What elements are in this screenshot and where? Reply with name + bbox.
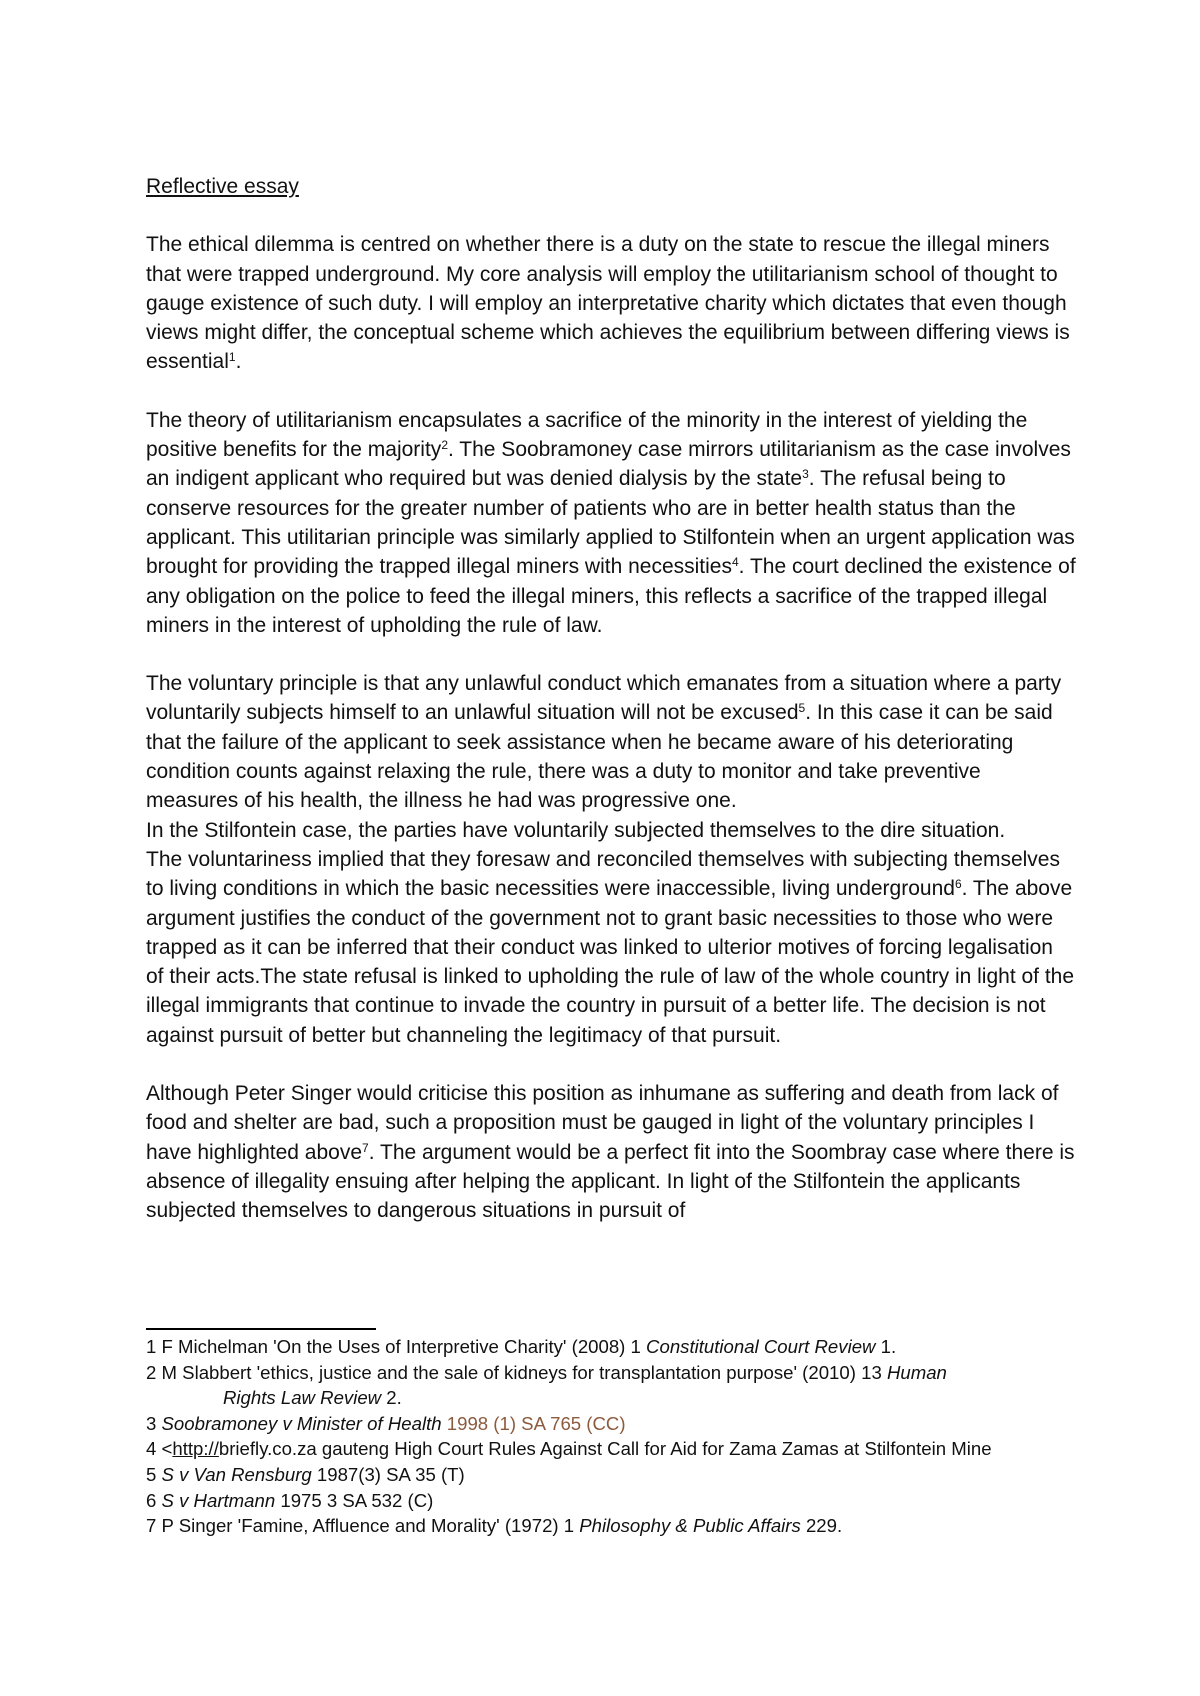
footnote-text: 1975 3 SA 532 (C) bbox=[275, 1489, 434, 1511]
footnote-italic: Soobramoney v Minister of Health bbox=[161, 1412, 442, 1434]
paragraph-text: . The refusal being to conserve resources for the greater number of patients who are in better health status than the applicant. This utilitarian principle was similarly applied to Stilfontein when an urgent application was brought for providing the trapped illegal miners with necessities bbox=[146, 467, 1075, 579]
footnote-italic: S v Hartmann bbox=[161, 1489, 276, 1511]
footnote-text: briefly.co.za gauteng High Court Rules Against Call for Aid for Zama Zamas at Stilfontein Mine bbox=[218, 1438, 992, 1460]
footnote-ref-7[interactable]: 7 bbox=[362, 1140, 369, 1155]
footnote-6 bbox=[146, 1488, 1076, 1514]
footnote-text: < bbox=[156, 1438, 173, 1460]
footnote-4 bbox=[146, 1436, 1076, 1462]
footnote-ref-2[interactable]: 2 bbox=[441, 438, 448, 453]
footnote-italic: S v Van Rensburg bbox=[161, 1463, 312, 1485]
footnote-number: 2 bbox=[146, 1361, 157, 1383]
footnote-number: 6 bbox=[146, 1489, 157, 1511]
footnote-number: 1 bbox=[146, 1336, 157, 1357]
paragraph-stilfontein: In the Stilfontein case, the parties have voluntarily subjected themselves to the dire situation. bbox=[146, 818, 1006, 842]
footnote-2 bbox=[146, 1360, 1076, 1411]
paragraph-text: Although Peter Singer would criticise this position as inhumane as suffering and death from lack of food and shelter are bad, such a proposition must be gauged in light of the voluntary principles I have highlighted above bbox=[146, 1082, 1059, 1164]
footnote-italic: Human bbox=[886, 1361, 947, 1383]
footnote-7 bbox=[146, 1513, 1076, 1539]
paragraph-text: . The argument would be a perfect fit into the Soombray case where there is absence of illegality ensuing after helping the applicant. In light of the Stilfontein the applicants subjected themselves to dangerous situations in pursuit of bbox=[146, 1140, 1075, 1223]
paragraph-text: . The court declined the existence of any obligation on the police to feed the illegal miners, this reflects a sacrifice of the trapped illegal miners in the interest of upholding the rule of law. bbox=[146, 555, 1076, 637]
paragraph-text: The voluntary principle is that any unlawful conduct which emanates from a situation where a party voluntarily subjects himself to an unlawful situation will not be excused bbox=[146, 672, 1062, 725]
footnote-text: 1. bbox=[875, 1336, 897, 1357]
paragraph-voluntariness bbox=[146, 845, 1076, 1050]
footnote-text: F Michelman 'On the Uses of Interpretive Charity' (2008) 1 bbox=[156, 1336, 647, 1357]
footnote-ref-4[interactable]: 4 bbox=[731, 555, 739, 570]
footnote-number: 3 bbox=[146, 1412, 157, 1434]
footnote-citation-link[interactable]: 1998 (1) SA 765 (CC) bbox=[441, 1412, 626, 1434]
paragraph-voluntary-principle bbox=[146, 669, 1076, 815]
footnote-italic: Philosophy & Public Affairs bbox=[579, 1515, 801, 1537]
footnote-1 bbox=[146, 1334, 1076, 1360]
essay-title: Reflective essay bbox=[146, 175, 299, 198]
footnote-continuation bbox=[146, 1385, 1076, 1411]
footnote-separator bbox=[146, 1328, 376, 1330]
footnote-italic: Constitutional Court Review bbox=[646, 1336, 876, 1357]
footnote-text: 1987(3) SA 35 (T) bbox=[311, 1463, 465, 1485]
paragraph-text: The ethical dilemma is centred on whether there is a duty on the state to rescue the illegal miners that were trapped underground. My core analysis will employ the utilitarianism school of thought to gauge existence of such duty. I will employ an interpretative charity which dictates that even though views might differ, the conceptual scheme which achieves the equilibrium between differing views is essential bbox=[146, 233, 1070, 374]
paragraph-text: . The Soobramoney case mirrors utilitarianism as the case involves an indigent applicant who required but was denied dialysis by the state bbox=[146, 438, 1071, 491]
footnotes bbox=[146, 1334, 1076, 1539]
paragraph-text: . In this case it can be said that the failure of the applicant to seek assistance when he became aware of his deteriorating condition counts against relaxing the rule, there was a duty to monitor and take preventive measures of his health, the illness he had was progressive one. bbox=[146, 701, 1053, 813]
paragraph-text: . bbox=[235, 350, 242, 374]
footnote-text: 229. bbox=[800, 1515, 843, 1537]
footnote-ref-6[interactable]: 6 bbox=[954, 877, 962, 892]
essay-body bbox=[146, 172, 1076, 1226]
paragraph-intro bbox=[146, 230, 1076, 376]
footnote-ref-5[interactable]: 5 bbox=[798, 701, 806, 716]
footnote-number: 4 bbox=[146, 1438, 157, 1460]
footnote-text: 2. bbox=[381, 1387, 402, 1409]
footnote-italic: Rights Law Review bbox=[223, 1387, 382, 1409]
paragraph-text: . The above argument justifies the conduct of the government not to grant basic necessities to those who were trapped as it can be inferred that their conduct was linked to ulterior motives of forcing legalisation of their acts.The state refusal is linked to upholding the rule of law of the whole country in light of the illegal immigrants that continue to invade the country in pursuit of a better life. The decision is not against pursuit of better but channeling the legitimacy of that pursuit. bbox=[146, 877, 1075, 1047]
footnote-link[interactable]: http:// bbox=[172, 1438, 219, 1460]
footnote-number: 5 bbox=[146, 1463, 157, 1485]
paragraph-singer bbox=[146, 1079, 1076, 1225]
footnote-text: M Slabbert 'ethics, justice and the sale of kidneys for transplantation purpose' (2010) 13 bbox=[156, 1361, 887, 1383]
footnote-ref-1[interactable]: 1 bbox=[228, 350, 236, 365]
footnote-3 bbox=[146, 1411, 1076, 1437]
paragraph-text: The theory of utilitarianism encapsulates a sacrifice of the minority in the interest of yielding the positive benefits for the majority bbox=[146, 408, 1028, 462]
footnote-ref-3[interactable]: 3 bbox=[802, 467, 809, 482]
paragraph-utilitarianism bbox=[146, 406, 1076, 640]
footnote-number: 7 bbox=[146, 1515, 157, 1537]
paragraph-text: The voluntariness implied that they foresaw and reconciled themselves with subjecting themselves to living conditions in which the basic necessities were inaccessible, living underground bbox=[146, 847, 1060, 901]
footnote-5 bbox=[146, 1462, 1076, 1488]
footnote-text: P Singer 'Famine, Affluence and Morality' (1972) 1 bbox=[156, 1515, 580, 1537]
